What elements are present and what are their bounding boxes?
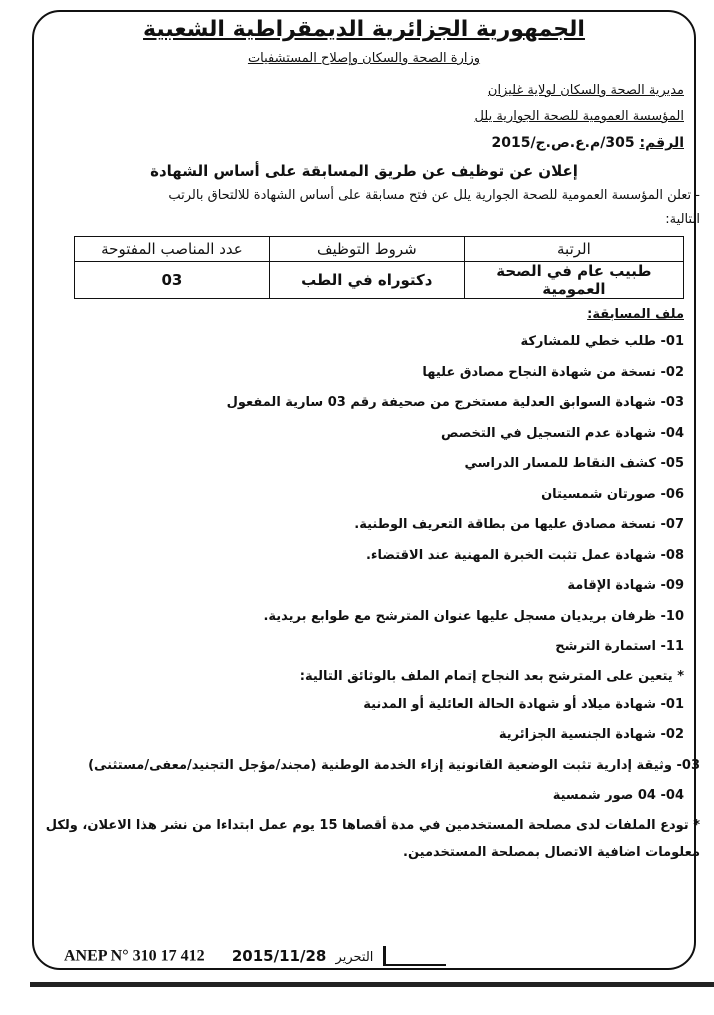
list-item: 03- شهادة السوابق العدلية مستخرج من صحيفة رقم 03 سارية المفعول [226,395,684,410]
positions-table [74,236,684,299]
list-item: 09- شهادة الإقامة [567,578,684,593]
directorate-name: مديرية الصحة والسكان لولاية غليزان [487,83,684,98]
after-success-list [44,690,700,812]
cell-open-posts: 03 [75,262,270,299]
header-open-posts: عدد المناصب المفتوحة [75,237,270,262]
list-item: 10- ظرفان بريديان مسجل عليها عنوان المترشح مع طوابع بريدية. [263,608,684,624]
list-item: 01- طلب خطي للمشاركة [520,334,684,349]
deposit-line-2: معلومات اضافية الاتصال بمصلحة المستخدمين. [403,844,700,860]
institution-name: المؤسسة العمومية للصحة الجوارية يلل [474,109,684,124]
list-item: 02- شهادة الجنسية الجزائرية [498,727,684,742]
bottom-rule [30,982,714,987]
table-row [75,262,684,299]
announcement-heading: إعلان عن توظيف عن طريق المسابقة على أساس الشهادة [150,162,578,180]
list-item: 06- صورتان شمسيتان [541,486,684,502]
list-item: 02- نسخة من شهادة النجاح مصادق عليها [422,364,684,380]
list-item: 03- وثيقة إدارية تثبت الوضعية القانونية إزاء الخدمة الوطنية (مجند/مؤجل التجنيد/معفى/مستثنى) [88,757,700,773]
announcement-intro [44,184,700,232]
list-item: 08- شهادة عمل تثبت الخبرة المهنية عند الاقتضاء. [365,547,684,563]
deposit-note [44,812,700,866]
publication-date-label: التحرير [335,949,374,965]
table-header-row [75,237,684,262]
intro-line-2: التالية: [665,212,700,227]
publication-date: 2015/11/28 [231,946,327,965]
list-item: 04- شهادة عدم التسجيل في التخصص [440,425,684,441]
anep-code: ANEP N° 310 17 412 [64,947,205,965]
list-item: 07- نسخة مصادق عليها من بطاقة التعريف الوطنية. [354,517,684,532]
intro-line-1: - تعلن المؤسسة العمومية للصحة الجوارية يلل عن فتح مسابقة على أساس الشهادة للالتحاق بالرتب [168,188,700,203]
reference-label: الرقم: [639,135,684,151]
publication-footer [64,946,484,968]
cell-conditions: دكتوراه في الطب [269,262,464,299]
list-item: 11- استمارة الترشح [555,639,684,654]
footer-underline [386,964,446,966]
file-items-list [44,327,684,663]
cell-rank: طبيب عام في الصحة العمومية [464,262,683,299]
reference-number: 305/م.ع.ص.ج/2015 [491,135,635,151]
list-item: 04- 04 صور شمسية [552,788,684,803]
deposit-line-1: * تودع الملفات لدى مصلحة المستخدمين في مدة أقصاها 15 يوم عمل ابتداءا من نشر هذا الاعلان، ولكل [45,817,700,833]
header-conditions: شروط التوظيف [269,237,464,262]
file-title: ملف المسابقة: [587,307,684,322]
announcement-body [44,14,700,866]
reference-line [44,130,684,156]
list-item: 05- كشف النقاط للمسار الدراسي [464,456,684,471]
ministry-name: وزارة الصحة والسكان وإصلاح المستشفيات [247,51,481,66]
republic-title: الجمهورية الجزائرية الديمقراطية الشعبية [143,17,585,42]
footer-divider [383,946,386,966]
header-rank: الرتبة [464,237,683,262]
list-item: 01- شهادة ميلاد أو شهادة الحالة العائلية أو المدنية [363,696,684,712]
after-success-note: * يتعين على المترشح بعد النجاح إتمام الملف بالوثائق التالية: [299,668,684,684]
